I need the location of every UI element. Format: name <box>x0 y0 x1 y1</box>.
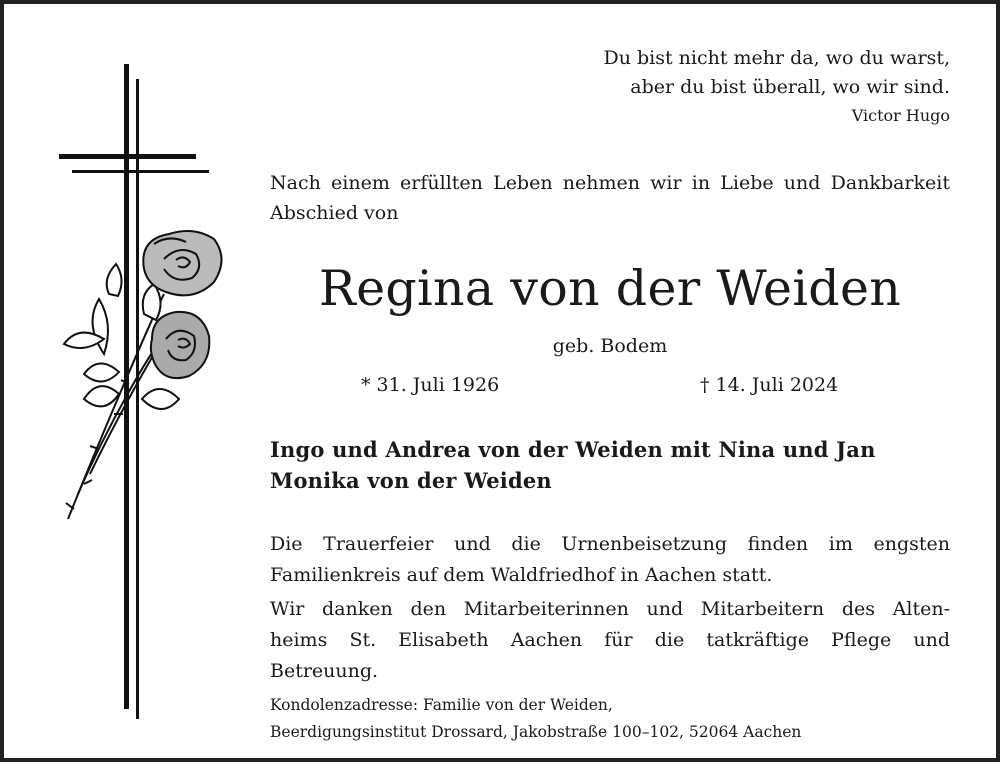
quote-line: Du bist nicht mehr da, wo du warst, <box>603 47 950 69</box>
quote-line: aber du bist überall, wo wir sind. <box>630 76 950 98</box>
address-line: Kondolenzadresse: Familie von der Weiden, <box>270 696 613 714</box>
birth-date: * 31. Juli 1926 <box>361 374 500 396</box>
intro-text: Nach einem erfüllten Leben nehmen wir in Liebe und Dankbarkeit Abschied von <box>270 172 950 224</box>
thanks-text <box>270 594 950 687</box>
death-date: † 14. Juli 2024 <box>700 374 839 396</box>
roses-icon <box>64 264 179 519</box>
rose-blossom-top <box>143 231 221 295</box>
thanks-line: Wir danken den Mitarbeiterinnen und Mitarbeitern des Alten- <box>270 598 950 620</box>
quote-author: Victor Hugo <box>851 106 950 125</box>
birth-name: geb. Bodem <box>552 335 668 357</box>
deceased-name: Regina von der Weiden <box>318 260 902 317</box>
quote-block <box>270 44 950 129</box>
mourners-block <box>270 434 950 496</box>
address-line: Beerdigungsinstitut Drossard, Jakobstraße 100–102, 52064 Aachen <box>270 723 802 741</box>
mourner-line: Monika von der Weiden <box>270 468 552 493</box>
rose-blossom-bottom <box>151 312 209 378</box>
thanks-line: Betreuung. <box>270 660 379 682</box>
mourner-line: Ingo und Andrea von der Weiden mit Nina und Jan <box>270 437 876 462</box>
thanks-line: heims St. Elisabeth Aachen für die tatkräftige Pflege und <box>270 629 950 651</box>
condolence-address <box>270 692 950 746</box>
cross-icon <box>59 64 209 719</box>
ceremony-text: Die Trauerfeier und die Urnenbeisetzung finden im engsten Familienkreis auf dem Waldfriedhof in Aachen statt. <box>270 533 950 586</box>
cross-and-roses-ornament <box>44 54 244 734</box>
